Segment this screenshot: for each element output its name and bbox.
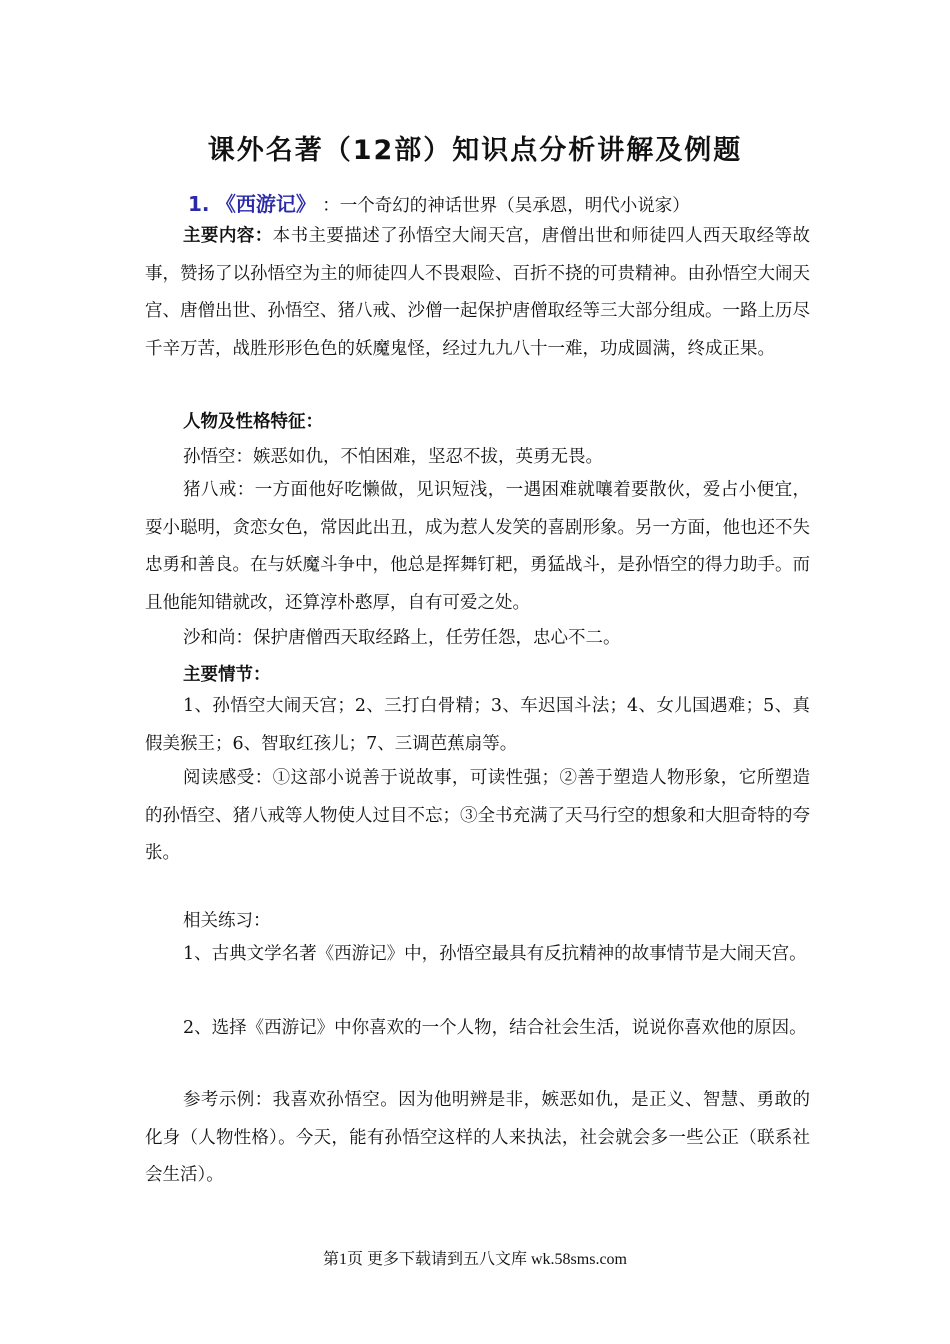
- document-title: 课外名著（12部）知识点分析讲解及例题: [207, 135, 743, 166]
- section-number: 1.: [188, 192, 210, 216]
- sample-answer: 参考示例：我喜欢孙悟空。因为他明辨是非，嫉恶如仇，是正义、智慧、勇敢的化身（人物性格）。今天，能有孙悟空这样的人来执法，社会就会多一些公正（联系社会生活）。: [145, 1090, 810, 1185]
- section-subtitle: ：一个奇幻的神话世界（吴承恩，明代小说家）: [322, 196, 690, 216]
- characters-label: 人物及性格特征：: [183, 412, 323, 432]
- plot-paragraph: 1、孙悟空大闹天宫；2、三打白骨精；3、车迟国斗法；4、女儿国遇难；5、真假美猴王；6、智取红孩儿；7、三调芭蕉扇等。: [145, 696, 810, 754]
- question-2: 2、选择《西游记》中你喜欢的一个人物，结合社会生活，说说你喜欢他的原因。: [183, 1018, 807, 1038]
- shaheshang-line: 沙和尚：保护唐僧西天取经路上，任劳任怨，忠心不二。: [183, 628, 621, 648]
- practice-label: 相关练习：: [183, 911, 271, 931]
- zhubajie-paragraph: 猪八戒：一方面他好吃懒做，见识短浅，一遇困难就嚷着要散伙，爱占小便宜，耍小聪明，贪恋女色，常因此出丑，成为惹人发笑的喜剧形象。另一方面，他也还不失忠勇和善良。在与妖魔斗争中，他总是挥舞钉耙，勇猛战斗，是孙悟空的得力助手。而且他能知错就改，还算淳朴憨厚，自有可爱之处。: [145, 480, 810, 613]
- book-title: 《西游记》: [215, 192, 316, 216]
- reading-paragraph: 阅读感受：①这部小说善于说故事，可读性强；②善于塑造人物形象，它所塑造的孙悟空、猪八戒等人物使人过目不忘；③全书充满了天马行空的想象和大胆奇特的夸张。: [145, 768, 810, 863]
- sunwukong-line: 孙悟空：嫉恶如仇，不怕困难，坚忍不拔，英勇无畏。: [183, 447, 603, 467]
- question-1: 1、古典文学名著《西游记》中，孙悟空最具有反抗精神的故事情节是大闹天宫。: [183, 944, 807, 964]
- page-footer: 第1页 更多下载请到五八文库 wk.58sms.com: [322, 1251, 627, 1268]
- main-content-text: 本书主要描述了孙悟空大闹天宫，唐僧出世和师徒四人西天取经等故事，赞扬了以孙悟空为主的师徒四人不畏艰险、百折不挠的可贵精神。由孙悟空大闹天宫、唐僧出世、孙悟空、猪八戒、沙僧一起保护唐僧取经等三大部分组成。一路上历尽千辛万苦，战胜形形色色的妖魔鬼怪，经过九九八十一难，功成圆满，终成正果。: [145, 226, 811, 359]
- main-content-label: 主要内容：: [183, 226, 273, 246]
- main-content-paragraph: [145, 218, 810, 368]
- section-heading: [188, 188, 690, 217]
- plot-label: 主要情节：: [183, 665, 271, 685]
